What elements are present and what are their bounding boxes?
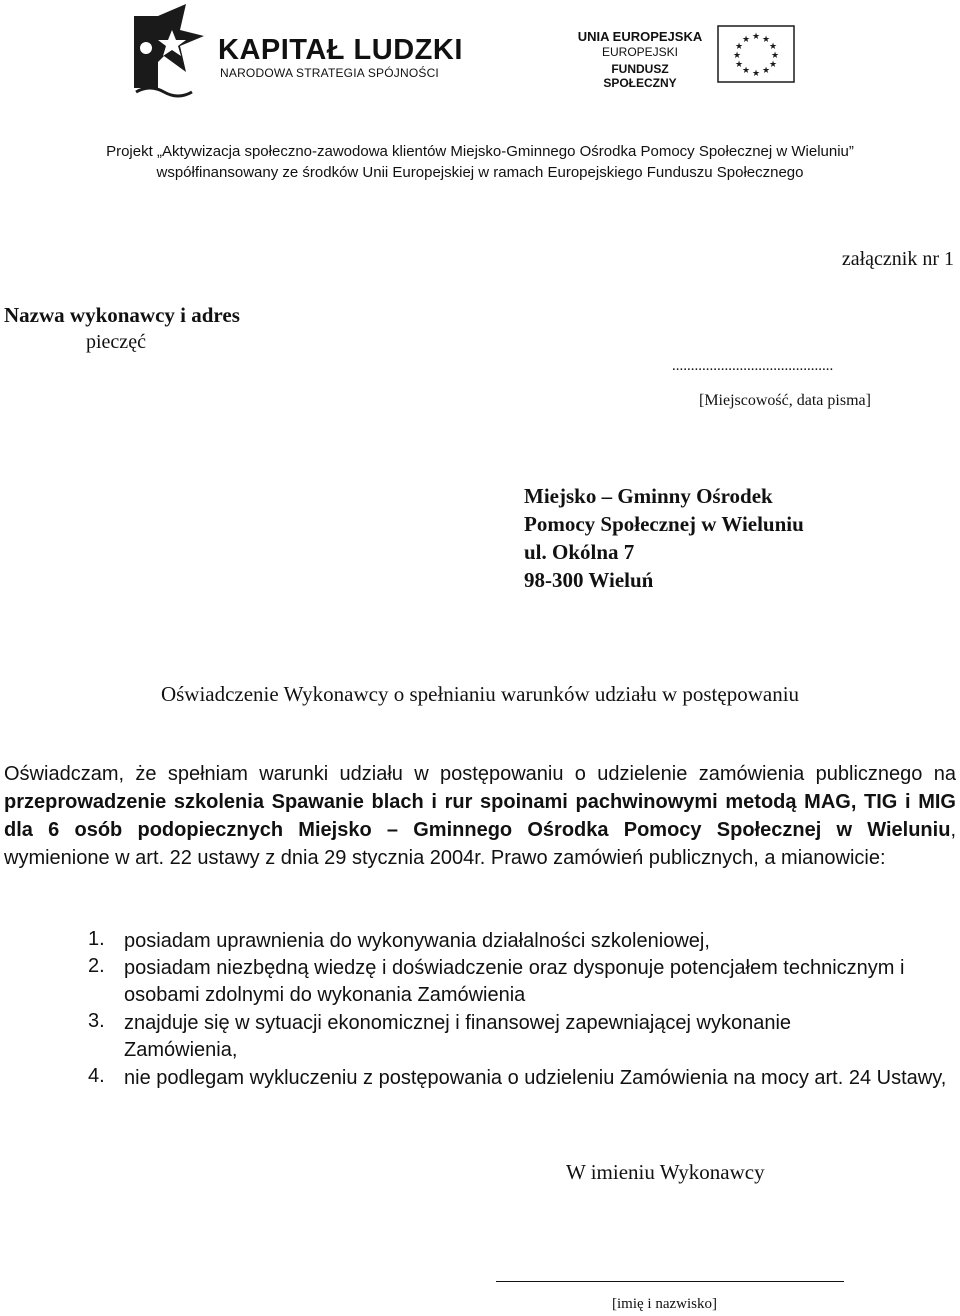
kapital-ludzki-logo: [130, 0, 470, 105]
svg-text:★: ★: [751, 32, 761, 42]
document-title: Oświadczenie Wykonawcy o spełnianiu warunków udziału w postępowaniu: [160, 682, 800, 706]
contractor-name-label: Nazwa wykonawcy i adres: [4, 303, 240, 327]
svg-text:★: ★: [761, 66, 771, 76]
eu-logo: [575, 25, 795, 90]
signature-name-label: [imię i nazwisko]: [612, 1296, 717, 1312]
list-item-4-text: nie podlegam wykluczeniu z postępowania o udzieleniu Zamówienia na mocy art. 24 Ustawy,: [124, 1067, 947, 1089]
eu-logo-line3: FUNDUSZ SPOŁECZNY: [603, 62, 677, 90]
eu-logo-line1: UNIA EUROPEJSKA: [577, 29, 703, 44]
eu-flag-icon: [717, 25, 795, 83]
svg-text:★: ★: [734, 60, 744, 70]
project-title-line2: współfinansowany ze środków Unii Europejskiej w ramach Europejskiego Funduszu Społecznego: [156, 164, 804, 181]
svg-text:★: ★: [761, 35, 771, 45]
svg-text:★: ★: [768, 42, 778, 52]
svg-text:★: ★: [741, 66, 751, 76]
svg-text:★: ★: [741, 35, 751, 45]
declaration-subject: przeprowadzenie szkolenia Spawanie blach i rur spoinami pachwinowymi metodą MAG, TIG i MIG dla 6 osób podopiecznych Miejsko – Gminnego Ośrodka Pomocy Społecznej w Wieluniu: [4, 791, 956, 841]
list-item-1-text: posiadam uprawnienia do wykonywania działalności szkoleniowej,: [124, 930, 710, 952]
list-item-3-text: znajduje się w sytuacji ekonomicznej i finansowej zapewniającej wykonanie Zamówienia,: [124, 1012, 792, 1061]
declaration-rest: , wymienione w art. 22 ustawy z dnia 29 stycznia 2004r. Prawo zamówień publicznych, a mianowicie:: [4, 819, 956, 869]
place-date-label: [Miejscowość, data pisma]: [699, 392, 871, 409]
kapital-ludzki-emblem: [130, 0, 210, 105]
list-item-3-number: 3.: [88, 1010, 105, 1032]
kapital-ludzki-subtitle: NARODOWA STRATEGIA SPÓJNOŚCI: [220, 66, 439, 80]
annex-label: załącznik nr 1: [841, 248, 954, 270]
recipient-line1: Miejsko – Gminny Ośrodek: [524, 484, 773, 508]
list-item-1-number: 1.: [88, 928, 105, 950]
list-item-2-text: posiadam niezbędną wiedzę i doświadczenie oraz dysponuje potencjałem technicznym i osobami zdolnymi do wykonania Zamówienia: [124, 957, 905, 1006]
recipient-address: [524, 482, 804, 594]
signature-on-behalf: W imieniu Wykonawcy: [566, 1160, 765, 1184]
eu-logo-line2: EUROPEJSKI: [601, 45, 679, 59]
svg-text:★: ★: [770, 51, 780, 61]
svg-text:★: ★: [734, 42, 744, 52]
project-title-line1: Projekt „Aktywizacja społeczno-zawodowa klientów Miejsko-Gminnego Ośrodka Pomocy Społecznej w Wieluniu”: [106, 143, 854, 160]
kapital-ludzki-title: KAPITAŁ LUDZKI: [218, 34, 463, 66]
signature-line: [496, 1281, 844, 1282]
list-item-4-number: 4.: [88, 1065, 105, 1087]
declaration-paragraph: [4, 760, 956, 872]
recipient-line2: Pomocy Społecznej w Wieluniu: [524, 512, 804, 536]
list-item-2-number: 2.: [88, 955, 105, 977]
declaration-intro: Oświadczam, że spełniam warunki udziału w postępowaniu o udzielenie zamówienia publicznego na: [4, 763, 956, 785]
stamp-label: pieczęć: [86, 331, 146, 353]
place-date-dots: ...........................................: [672, 358, 834, 374]
svg-text:★: ★: [732, 51, 742, 61]
recipient-line4: 98-300 Wieluń: [524, 568, 654, 592]
svg-text:★: ★: [768, 60, 778, 70]
svg-text:★: ★: [751, 69, 761, 79]
recipient-line3: ul. Okólna 7: [524, 540, 635, 564]
